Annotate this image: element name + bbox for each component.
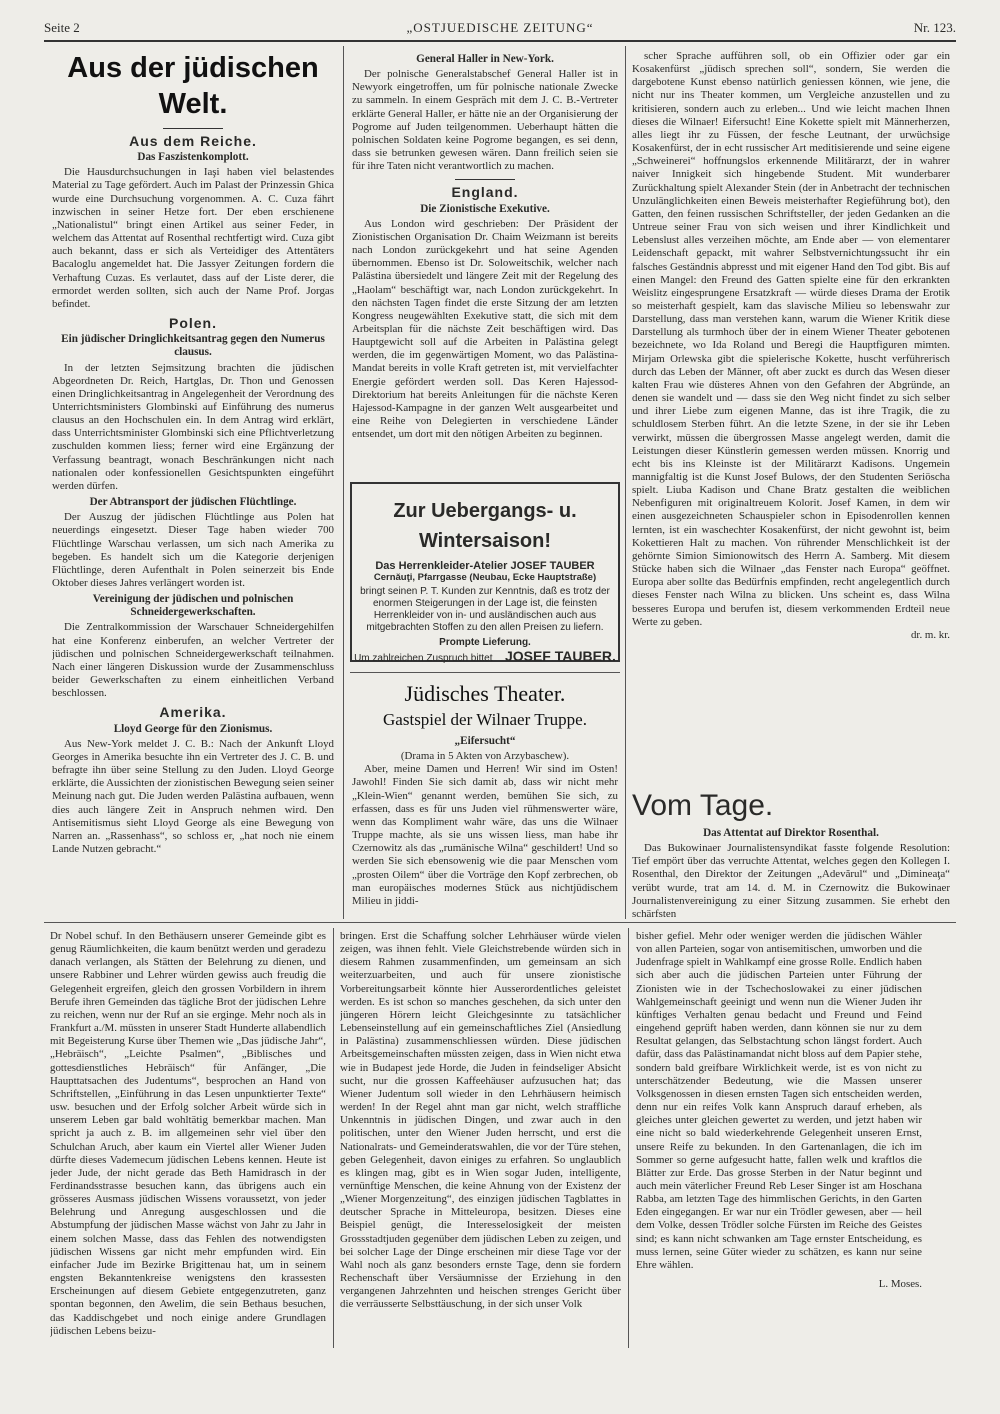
article-text: bisher gefiel. Mehr oder weniger werden die jüdischen Wähler von allen Parteien, sogar von antisemitischen, umworben und die Judenfrage spielt in Wahlkampf eine grosse Rolle. Endlich haben sich aber auch die jüdischen Parteien unter Führung der Zionisten wie in der Tschechoslowakei zu einer jüdischen Wahlgemeinschaft geeinigt und wenn nun die Wiener Juden ihr künftiges Verhalten genau bedacht und Freund und Feind eingehend geprüft haben werden, dann können sie nur zu dem Resultat gelangen, das Selbstachtung schon längst fordert. Auch dafür, dass das Palästinamandat nicht bloss auf dem Papier stehe, sondern bald greifbare Wirklichkeit werde, ist es von nicht zu unterschätzender Bedeutung, wie die Massen unserer Volksgenossen in diesen ernsten Tagen sich entscheiden werden, denn nur ein reifes Volk kann Anspruch darauf erheben, als gleiches unter gleichen gewertet zu werden, und jetzt haben wir eine nicht so bald wiederkehrende Gelegenheit unseren Ernst, unsere Reife zu bekunden. In den Gartenanlagen, die ich im Sommer so gerne aufgesucht hatte, fallen welk und kraftlos die Blätter zur Erde. Das grosse Sterben in der Natur beginnt und auch mein väterlicher Freund Reb Leser Singer ist am Hoschana Rabba, am letzten Tage des himmlischen Gerichts, in den Garten Eden eingegangen. Er war nur ein Trödler gewesen, aber — heil dem Volke, dessen Trödler solche Fürsten im Reiche des Geistes sind; es kann nicht schwanken am Tage ernster Entscheidung, es muss lernen, seine Güter wieder zu schätzen, es kann nur seine Ehre wählen. xyxy=(636,930,922,1271)
article-text: Das Bukowinaer Journalistensyndikat fasste folgende Resolution: Tief empört über das verruchte Attentat, welches gegen den Kollegen I. Rosenthal, den Direktor der Zeitungen „Adevărul“ und „Dimineaţa“ verübt wurde, trat am 14. d. M. in Czernowitz die Bukowinaer Journalistenvereinigung zu einer Sitzung zusammen. Sie erhebt den schärfsten xyxy=(632,842,950,920)
bottom-column-1 xyxy=(50,930,326,1348)
column-rule xyxy=(628,928,629,1348)
article-headline: Das Faszistenkomplott. xyxy=(137,151,249,164)
ad-line: Cernăuţi, Pfarrgasse (Neubau, Ecke Hauptstraße) xyxy=(373,572,597,583)
article-headline: Gastspiel der Wilnaer Truppe. xyxy=(383,710,587,729)
page-number: Seite 2 xyxy=(44,20,80,35)
article-headline: Das Attentat auf Direktor Rosenthal. xyxy=(703,827,879,839)
article-text: Aus London wird geschrieben: Der Präsident der Zionistischen Organisation Dr. Chaim Weizmann ist bereits nach London zurückgekehrt und hat seine Agenden übernommen. Ebenso ist Dr. Soloweitschik, welcher nach Palästina übersiedelt und längere Zeit mit der Regelung des „Haolam“ beschäftigt war, nach London zurückgekehrt. In den nächsten Tagen findet die erste Sitzung der am letzten Kongress neugewählten Exekutive statt, die sich mit dem Arbeitsplan für die nächste Zeit beschäftigen wird. Das Hauptgewicht soll auf die Arbeiten in Palästina gelegt werden, die im gegenwärtigen Moment, wo das Palästina-Mandat bereits in volle Kraft getreten ist, mit vervielfachter Energie gefördert werden soll. Das Keren Hajessod-Direktorium hat bereits Anleitungen für die nächste Keren Hajessod-Kampagne in der ganzen Welt ausgearbeitet und eine Reihe von Delegierten in verschiedene Länder entsendet, um dort mit den nötigen Arbeiten zu beginnen. xyxy=(352,217,618,441)
bottom-column-3 xyxy=(636,930,922,1348)
article-text: Die Hausdurchsuchungen in Iaşi haben viel belastendes Material zu Tage gefördert. Auch im Palast der Prinzessin Ghica wurde eine Durchsuchung vorgenommen. A. C. Cuza fährt inzwischen in seiner Hetze fort. Der eben erschienene „Nationalistul“ bringt einen Artikel aus seiner Feder, in welchem das Attentat auf Rosenthal rechtfertigt wird. Cuza gibt auch bekannt, dass er sich als Verteidiger des Attentäters Bacaloglu angemeldet hat. Die Jassyer Zeitungen fordern die Verhaftung Cuzas. Es verlautet, dass auf der Liste derer, die ermordet werden sollten, sich auch der Name Prof. Jorgas befindet. xyxy=(52,166,334,310)
divider xyxy=(455,179,515,180)
issue-number: Nr. 123. xyxy=(913,20,956,35)
column-rule xyxy=(333,928,334,1348)
section-heading: Polen. xyxy=(168,315,217,332)
author-signature: dr. m. kr. xyxy=(910,628,950,641)
column-rule xyxy=(343,46,344,919)
section-title: Aus der jüdischen Welt. xyxy=(67,52,319,120)
section-rule xyxy=(44,922,956,923)
section-heading: England. xyxy=(451,184,519,201)
article-text: bringen. Erst die Schaffung solcher Lehrhäuser würde vielen zeigen, was ihnen fehlt. Viele Gleichstrebende würden sich in diesem Rahmen zusammenfinden, um gemeinsam an sich weiterzuarbeiten, und auch für unsere zionistische Vorbereitungsarbeit könnte hier Ausserordentliches geleistet werden. Es ist schon so manches geschehen, da sich unter den jüngeren Hörern leicht Gleichgesinnte zu tatsächlicher Lebenseinstellung auf ein gemeinschaftliches Ziel (Ansiedlung in Palästina) zusammenschliessen würden. Diese jüdischen Arbeitsgemeinschaften müssten zeigen, dass in Wien nicht etwa wie in Budapest jede Horde, die Juden in feindseliger Absicht sucht, nur die grossen Kaffeehäuser aufzusuchen hat; das Wiener Judentum soll wieder in den Lehrhäusern heimisch werden! In der Regel ahnt man gar nicht, welch straffliche Unkenntnis in jüdischen Dingen, und zwar auch in den politischen, unter den Wiener Juden herrscht, und erst die Nationalrats- und Gemeinderatswahlen, die vor der Türe stehen, geben Gelegenheit, davon einiges zu erfahren. So unglaublich es klingen mag, gibt es in Wien sogar Juden, intelligente, vernünftige Menschen, die keine Ahnung von der Existenz der „Wiener Morgenzeitung“, des einzigen jüdischen Tagblattes in deutscher Sprache in Mitteleuropa, besitzen. Dieses eine Beispiel genügt, die Interesselosigkeit der meisten Grossstadtjuden gegenüber dem jüdischen Leben zu zeigen, und bei solcher Lage der Dinge erscheinen mir diese Tage vor der Wahl noch als ganz besonders ernste Tage, denn sie fordern Rechenschaft über Versäumnisse der Erziehung in den vergangenen Jahrzehnten und heischen strenges Gericht über die verräusserte Selbsttäuschung, in der sich unser Volk xyxy=(340,930,621,1311)
ad-line: Prompte Lieferung. xyxy=(439,637,531,648)
section-heading: Amerika. xyxy=(159,704,227,721)
column-rule xyxy=(625,46,626,919)
article-headline: Lloyd George für den Zionismus. xyxy=(113,722,273,735)
section-title: Vom Tage. xyxy=(632,789,774,822)
article-headline: Die Zionistische Exekutive. xyxy=(420,202,550,215)
vom-tage-column xyxy=(632,788,950,920)
article-headline: Der Abtransport der jüdischen Flüchtlinge. xyxy=(89,496,297,509)
section-title: Jüdisches Theater. xyxy=(404,681,566,706)
article-text: Der Auszug der jüdischen Flüchtlinge aus Polen hat neuerdings eingesetzt. Dieser Tage haben wieder 700 Flüchtlinge Warschau verlassen, um sich nach Amerika zu begeben. Es handelt sich um die Kategorie derjenigen Flüchtlinge, deren Aufenthalt in Polen seinerzeit bis Ende Oktober dieses Jahres verlängert worden ist. xyxy=(52,511,334,589)
section-heading: Aus dem Reiche. xyxy=(129,133,257,149)
ad-signature: JOSEF TAUBER. xyxy=(504,648,616,664)
masthead: „OSTJUEDISCHE ZEITUNG“ xyxy=(406,20,594,35)
article-text: Dr Nobel schuf. In den Bethäusern unserer Gemeinde gibt es genug Räumlichkeiten, die kaum benützt werden und geradezu danach verlangen, als Stätten der Belehrung zu dienen, und unsere Rabbiner und Lehrer würden gewiss auch freudig die Gelegenheit ergreifen, gleich den grossen Vorbildern in ihrem Berufe ihren Gemeinden das tägliche Brot der jüdischen Lehre zu reichen, wenn nur der Ruf an sie erginge. Mehr noch als in Frankfurt a./M. müssten in unserer Stadt Hunderte allabendlich mit Begeisterung Kurse über Themen wie „Das jüdische Jahr“, „Hebräisch“, „Leichte Psalmen“, „Biblisches und gottesdienstliches Hebräisch“ für Anfänger, „Die Haupttatsachen des Judentums“, besprochen an Hand von Schriftstellen, „Einführung in das Lesen unpunktierter Texte“ usw. besuchen und der Erfolg solcher Arbeit würde sich in unserem Leben gar bald wohltätig bemerkbar machen. Man spricht ja auch z. B. im allgemeinen sehr viel über den Schulchan Aruch, aber kaum ein Viertel aller Wiener Juden dürfte dieses Vademecum jüdischen Lebens kennen. Heute ist jeder Jude, der nicht gerade das Beth Hamidrasch in der Ferdinandsstrasse besuchen kann, das übrigens auch ein grösseres Ausmass jüdischen Wissens voraussetzt, von jeder Belehrung und Anregung ausgeschlossen und die Abstumpfung der jüdischen Masse wächst von Jahr zu Jahr in einem solchen Masse, dass das Fehlen des notwendigsten jüdischen Wissens gar nicht mehr empfunden wird. Ein einfacher Jude im Bezirke Brigittenau hat, um in seinem engsten Bekanntenkreise wenigstens den krassesten Erscheinungen auf diesem Gebiete entgegenzutreten, ganz spontan begonnen, den Awelim, die sein Bethaus besuchen, das Kaddischgebet und noch einige andere Grundlagen jüdischen Lebens beizu- xyxy=(50,930,326,1337)
column-3 xyxy=(632,50,950,785)
section-rule xyxy=(350,672,620,673)
column-1 xyxy=(52,50,334,920)
article-headline: Ein jüdischer Dringlichkeitsantrag gegen den Numerus clausus. xyxy=(61,333,325,359)
article-headline: General Haller in New-York. xyxy=(416,53,554,65)
tailor-advertisement xyxy=(350,482,620,662)
page-header xyxy=(44,18,956,42)
ad-line: Um zahlreichen Zuspruch bittet xyxy=(354,653,493,664)
theater-column xyxy=(352,680,618,920)
divider xyxy=(163,128,223,129)
bottom-column-2 xyxy=(340,930,621,1348)
play-credits: (Drama in 5 Akten von Arzybaschew). xyxy=(400,750,570,763)
article-text: In der letzten Sejmsitzung brachten die jüdischen Abgeordneten Dr. Reich, Hartglas, Dr. Thon und Genossen einen Dringlichkeitsantrag in Angelegenheit der Verordnung des Unterrichtsministers Glombinski auf Einführung des numerus clausus an den Hochschulen ein. In dem Antrag wird erklärt, dass Unterrichtsminister Glombinski sich eine Pflichtverletzung zuschulden kommen liess; ferner wird eine Ergänzung der Verfassung beantragt, wonach Beschränkungen nicht nach nationalen oder konfessionellen Gesichtspunkten eingeführt werden dürfen. xyxy=(52,361,334,492)
article-text: Aber, meine Damen und Herren! Wir sind im Osten! Jawohl! Finden Sie sich damit ab, dass wir nicht mehr „Klein-Wien“ genannt werden, bemühen Sie sich, zu erfassen, dass es für uns Juden viel rühmenswerter wäre, wenn das Kompliment wahr wäre, das uns die Wilnaer Truppe machte, als sie uns wissen liess, man habe ihr Czernowitz als das „rumänische Wilna“ geschildert! Und so werden Sie sich ebensowenig wie die paar Menschen vom „prosten Oilem“ über die Vorträge den Kopf zerbrechen, ob man europäisches modernes Stück aus nichtjüdischem Milieu in jiddi- xyxy=(352,763,618,907)
ad-line: bringt seinen P. T. Kunden zur Kenntnis, daß es trotz der enormen Steigerungen in der Lage ist, die feinsten Herrenkleider von in- und ausländischen auch aus mitgebrachten Stoffen zu den allen Preisen zu liefern. xyxy=(360,586,610,633)
article-text: Die Zentralkommission der Warschauer Schneidergehilfen hat eine Konferenz einberufen, an welcher Vertreter der jüdischen und polnischen Schneidergewerkschaft teilnahmen. Nach einer längeren Diskussion wurde der Zusammenschluss beider Gewerkschaften zu einem einheitlichen Verband beschlossen. xyxy=(52,621,334,700)
article-text: Aus New-York meldet J. C. B.: Nach der Ankunft Lloyd Georges in Amerika besuchte ihn ein Vertreter des J. C. B. und befragte ihn über seine Stellung zu den Juden. Lloyd George erklärte, die Aussichten der zionistischen Bewegung seien seiner Meinung nach gut. Die Juden werden Palästina aufbauen, wenn dies auch längere Zeit in Anspruch nehmen wird. Den Antisemitismus sieht Lloyd George als eine Bewegung von Narren an. „Rassenhass“, so schloss er, „hat noch nie einem Lande Nutzen gebracht.“ xyxy=(52,737,334,855)
column-2 xyxy=(352,50,618,480)
article-text: Der polnische Generalstabschef General Haller ist in Newyork eingetroffen, um für polnische nationale Zwecke zu sammeln. In einem Gespräch mit dem J. C. B.-Vertreter erklärte General Haller, er hätte nie an der Organisierung der Pogrome auf Juden teilgenommen. Ueberhaupt hätten die polnischen Soldaten keine Pogrome begangen, es sei denn, dass sie betrunken gewesen wären. Dann freilich seien sie für ihre Taten nicht verantwortlich zu machen. xyxy=(352,68,618,173)
play-title: „Eifersucht“ xyxy=(454,735,516,747)
ad-headline: Zur Uebergangs- u. Wintersaison! xyxy=(393,500,577,552)
author-signature: L. Moses. xyxy=(878,1278,922,1291)
article-text: scher Sprache aufführen soll, ob ein Offizier oder gar ein Kosakenfürst „jüdisch sprechen soll“, sondern, Sie werden die dargebotene Kunst ebenso natürlich geniessen können, wie jene, die nicht nur ins Theater kommen, um Vergleiche anzustellen und zu kritisieren, sondern auch zu erleben... Und wie leicht machen Ihnen dieses die Wilnaer! Eifersucht! Eine Kokette spielt mit Männerherzen, alles liegt ihr zu Füssen, der fesche Leutnant, der urwüchsige Kosakenfürst, der in echt russischer Art meditisierende und seine eigene „Schweinerei“ hoffnungslos erkennende Militärarzt, der in wahrer naiver Innigkeit sich hingebende Student. Mit wunderbarer Zurückhaltung spielt Alexander Stein (der in Anbetracht der technischen Unzulänglichkeiten einen Beweis meisterhafter Regieführung bot), den Gatten, den feinen russischen Schriftsteller, der jeden Gedanken an die Untreue seiner Frau von sich weisen und ihrer Kindlichkeit und Lebenslust alles verzeihen möchte, am Ende aber — von elementarer Leidenschaft gepackt, mit wahrer Selbstvernichtungssucht ihr ein falsches Geständnis abpresst und mit eigener Hand den Tod gibt. Bis auf einen Mangel: den Freund des Gatten spielte eine für den erkrankten Weislitz eingesprungene Ersatzkraft — würde dieses Drama der Erotik so meisterhaft gespielt, kam das slavische Milieu so lebenswahr zur Darstellung, dass man verstehen kann, warum die Wiener Kritik diese Darstellung als turmhoch über der in einem Wiener Theater gebotenen bezeichnete, wo Ida Roland und Beregi die Hauptfiguren mimten. Mirjam Orlewska gibt die spielerische Kokette, huscht verführerisch durch das Leben der Männer, oft aber zuckt es durch das Wesen dieser kalten Frau wie düsteres Ahnen von den Gefahren der Abgründe, an denen sie wandelt und — dass sie den Weg nicht findet zu sich selber und ihrer Liebe zum eigenen Manne, das ist ihre Tragik, die zu schuldlosem Sterben führt. An die letzte Szene, in der sie ihr Leben verwirkt, müssen die übergrossen Masse angelegt werden, damit die Leistungen dieser Künstlerin gemessen werden müssen. Knorrig und echt bis ins Kleinste ist der Militärarzt Kadisons. Ungemein mannigfaltig ist die Kunst Josef Bulows, der den Studenten Seriöscha spielt. Liuba Kadison und Chane Bratz gestalten die weiblichen Nebenfiguren mit originaltreuem Kolorit. Josef Kamen, in dem wir einen ausgezeichneten Schauspieler schon in Episodenrollen kennen lernten, ist ein waschechter Kosakenfürst, der nicht gewohnt ist, beim Kokettieren Halt zu machen. Von rührender Menschlichkeit ist der gehörnte Simion Simionowitsch des Herrn A. Samberg. Mit diesem Stücke haben sich die Wilnaer „das Fenster nach Europa“ geöffnet. Europa aber sollte das Bedürfnis empfinden, recht angelegentlich durch dieses Fenster nach Wilna zu blicken. Uns scheint es, dass Wilna besseres Europa und berufen ist, diesem verkommenden Erdteil neue Werte zu geben. xyxy=(632,50,950,628)
article-headline: Vereinigung der jüdischen und polnischen Schneidergewerkschaften. xyxy=(92,593,294,619)
ad-line: Das Herrenkleider-Atelier JOSEF TAUBER xyxy=(375,560,595,572)
